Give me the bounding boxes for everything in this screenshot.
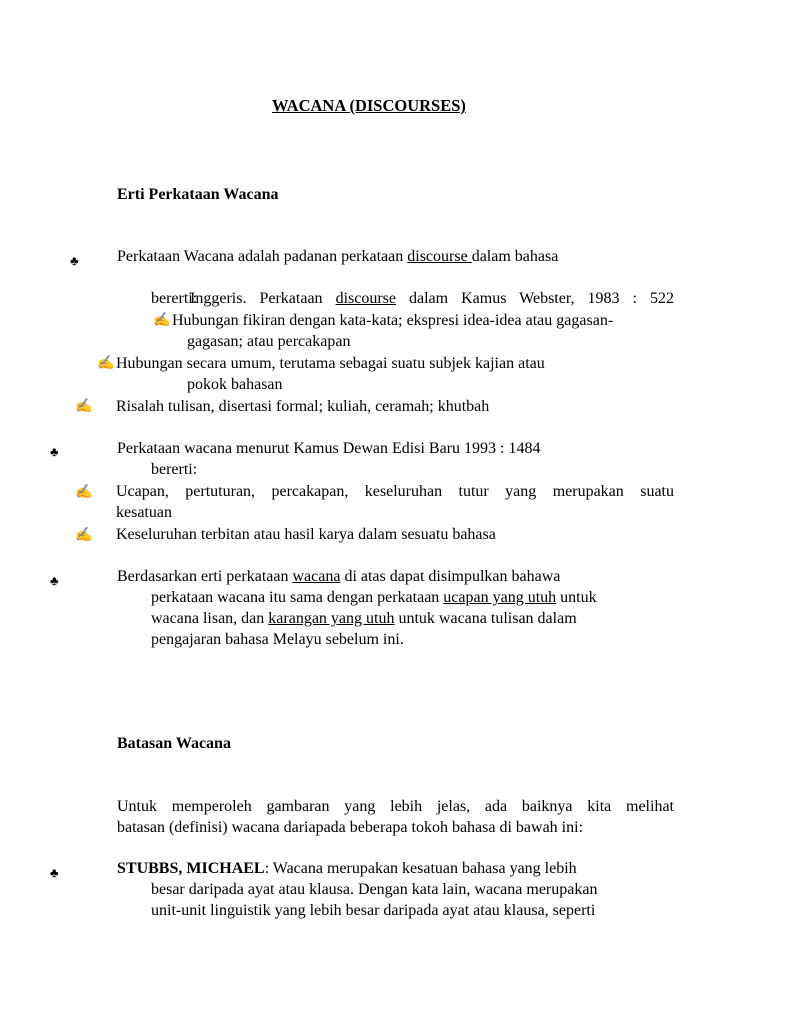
writing-hand-icon: ✍	[75, 528, 93, 543]
paragraph-line: STUBBS, MICHAEL: Wacana merupakan kesatuan bahasa yang lebih	[117, 860, 577, 877]
writing-hand-icon: ✍	[153, 313, 171, 328]
list-item-text: gagasan; atau percakapan	[187, 333, 351, 350]
paragraph-line: perkataan wacana itu sama dengan perkataan ucapan yang utuh untuk	[151, 589, 597, 606]
writing-hand-icon: ✍	[97, 356, 115, 371]
list-item-text: pokok bahasan	[187, 376, 283, 393]
author-name: STUBBS, MICHAEL	[117, 860, 265, 877]
underlined-term: wacana	[292, 568, 341, 585]
club-bullet-icon: ♣	[50, 573, 59, 588]
list-item-text: Ucapan, pertuturan, percakapan, keseluruhan tutur yang merupakan suatu	[116, 483, 674, 500]
paragraph-line: Inggeris. Perkataan discourse dalam Kamus Webster, 1983 : 522	[190, 290, 675, 307]
underlined-term: discourse	[335, 290, 396, 307]
underlined-term: discourse	[407, 248, 472, 265]
paragraph-line: bererti:	[151, 290, 198, 307]
paragraph-line: pengajaran bahasa Melayu sebelum ini.	[151, 631, 404, 648]
paragraph-line: Perkataan Wacana adalah padanan perkataan discourse dalam bahasa	[117, 248, 559, 265]
club-bullet-icon: ♣	[50, 444, 59, 459]
club-bullet-icon: ♣	[50, 865, 59, 880]
paragraph-line: wacana lisan, dan karangan yang utuh untuk wacana tulisan dalam	[151, 610, 577, 627]
paragraph-line: bererti:	[151, 461, 198, 478]
section-heading-batasan: Batasan Wacana	[117, 735, 231, 752]
list-item-text: Hubungan secara umum, terutama sebagai suatu subjek kajian atau	[116, 355, 545, 372]
list-item-text: Risalah tulisan, disertasi formal; kuliah, ceramah; khutbah	[116, 398, 490, 415]
paragraph-line: besar daripada ayat atau klausa. Dengan kata lain, wacana merupakan	[151, 881, 598, 898]
underlined-term: ucapan yang utuh	[443, 589, 557, 606]
paragraph-line: batasan (definisi) wacana dariapada beberapa tokoh bahasa di bawah ini:	[117, 819, 584, 836]
writing-hand-icon: ✍	[75, 399, 93, 414]
club-bullet-icon: ♣	[70, 253, 79, 268]
section-heading-erti: Erti Perkataan Wacana	[117, 186, 279, 203]
paragraph-line: Untuk memperoleh gambaran yang lebih jelas, ada baiknya kita melihat	[117, 798, 674, 815]
paragraph-line: unit-unit linguistik yang lebih besar daripada ayat atau klausa, seperti	[151, 902, 596, 919]
paragraph-line: Berdasarkan erti perkataan wacana di atas dapat disimpulkan bahawa	[117, 568, 561, 585]
page-title: WACANA (DISCOURSES)	[272, 96, 466, 115]
paragraph-line: Perkataan wacana menurut Kamus Dewan Edisi Baru 1993 : 1484	[117, 440, 541, 457]
writing-hand-icon: ✍	[75, 485, 93, 500]
underlined-term: karangan yang utuh	[268, 610, 395, 627]
list-item-text: Hubungan fikiran dengan kata-kata; ekspresi idea-idea atau gagasan-	[172, 312, 614, 329]
list-item-text: kesatuan	[116, 504, 172, 521]
list-item-text: Keseluruhan terbitan atau hasil karya dalam sesuatu bahasa	[116, 526, 496, 543]
